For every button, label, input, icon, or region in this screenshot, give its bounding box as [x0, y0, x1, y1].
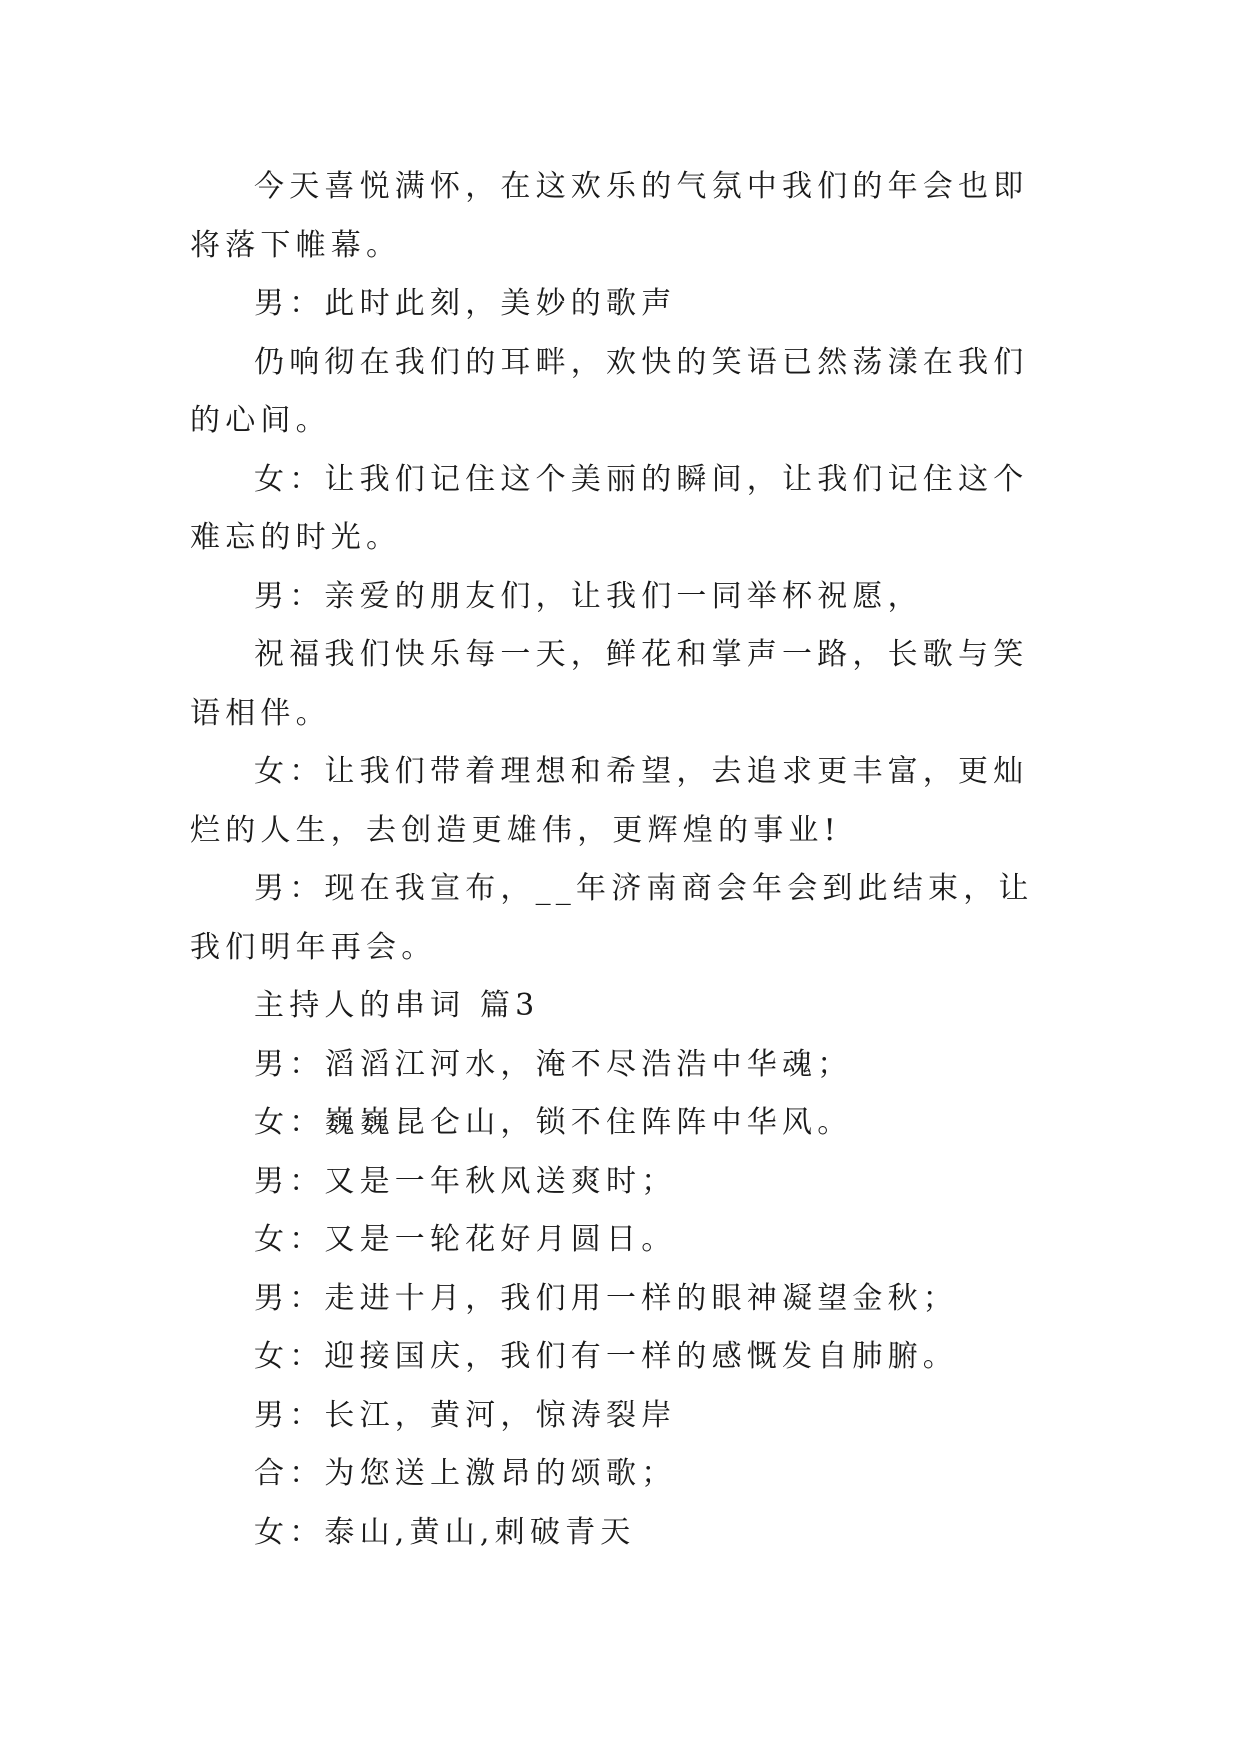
paragraph: 女：让我们带着理想和希望，去追求更丰富，更灿烂的人生，去创造更雄伟，更辉煌的事业! [190, 754, 1029, 848]
paragraph: 仍响彻在我们的耳畔，欢快的笑语已然荡漾在我们的心间。 [190, 344, 1029, 438]
paragraph: 女：又是一轮花好月圆日。 [254, 1222, 677, 1257]
paragraph: 男：走进十月，我们用一样的眼神凝望金秋； [254, 1280, 958, 1316]
paragraph: 男：又是一年秋风送爽时； [254, 1163, 677, 1199]
paragraph: 男：滔滔江河水，淹不尽浩浩中华魂； [254, 1046, 853, 1082]
paragraph: 男：长江，黄河，惊涛裂岸 [254, 1397, 677, 1433]
paragraph: 合：为您送上激昂的颂歌； [254, 1456, 677, 1491]
paragraph: 男：此时此刻，美妙的歌声 [254, 286, 677, 321]
document-body [190, 158, 1050, 1562]
paragraph: 男：现在我宣布，__年济南商会年会到此结束，让我们明年再会。 [190, 871, 1034, 965]
paragraph: 女：迎接国庆，我们有一样的感慨发自肺腑。 [254, 1339, 958, 1374]
paragraph: 男：亲爱的朋友们，让我们一同举杯祝愿， [254, 578, 923, 614]
section-heading: 主持人的串词 篇3 [254, 988, 540, 1023]
paragraph: 女：泰山,黄山,刺破青天 [254, 1514, 636, 1550]
paragraph: 女：让我们记住这个美丽的瞬间，让我们记住这个难忘的时光。 [190, 461, 1029, 555]
paragraph: 女：巍巍昆仑山，锁不住阵阵中华风。 [254, 1105, 853, 1140]
paragraph: 祝福我们快乐每一天，鲜花和掌声一路，长歌与笑语相伴。 [190, 637, 1029, 731]
paragraph: 今天喜悦满怀，在这欢乐的气氛中我们的年会也即将落下帷幕。 [190, 169, 1029, 263]
